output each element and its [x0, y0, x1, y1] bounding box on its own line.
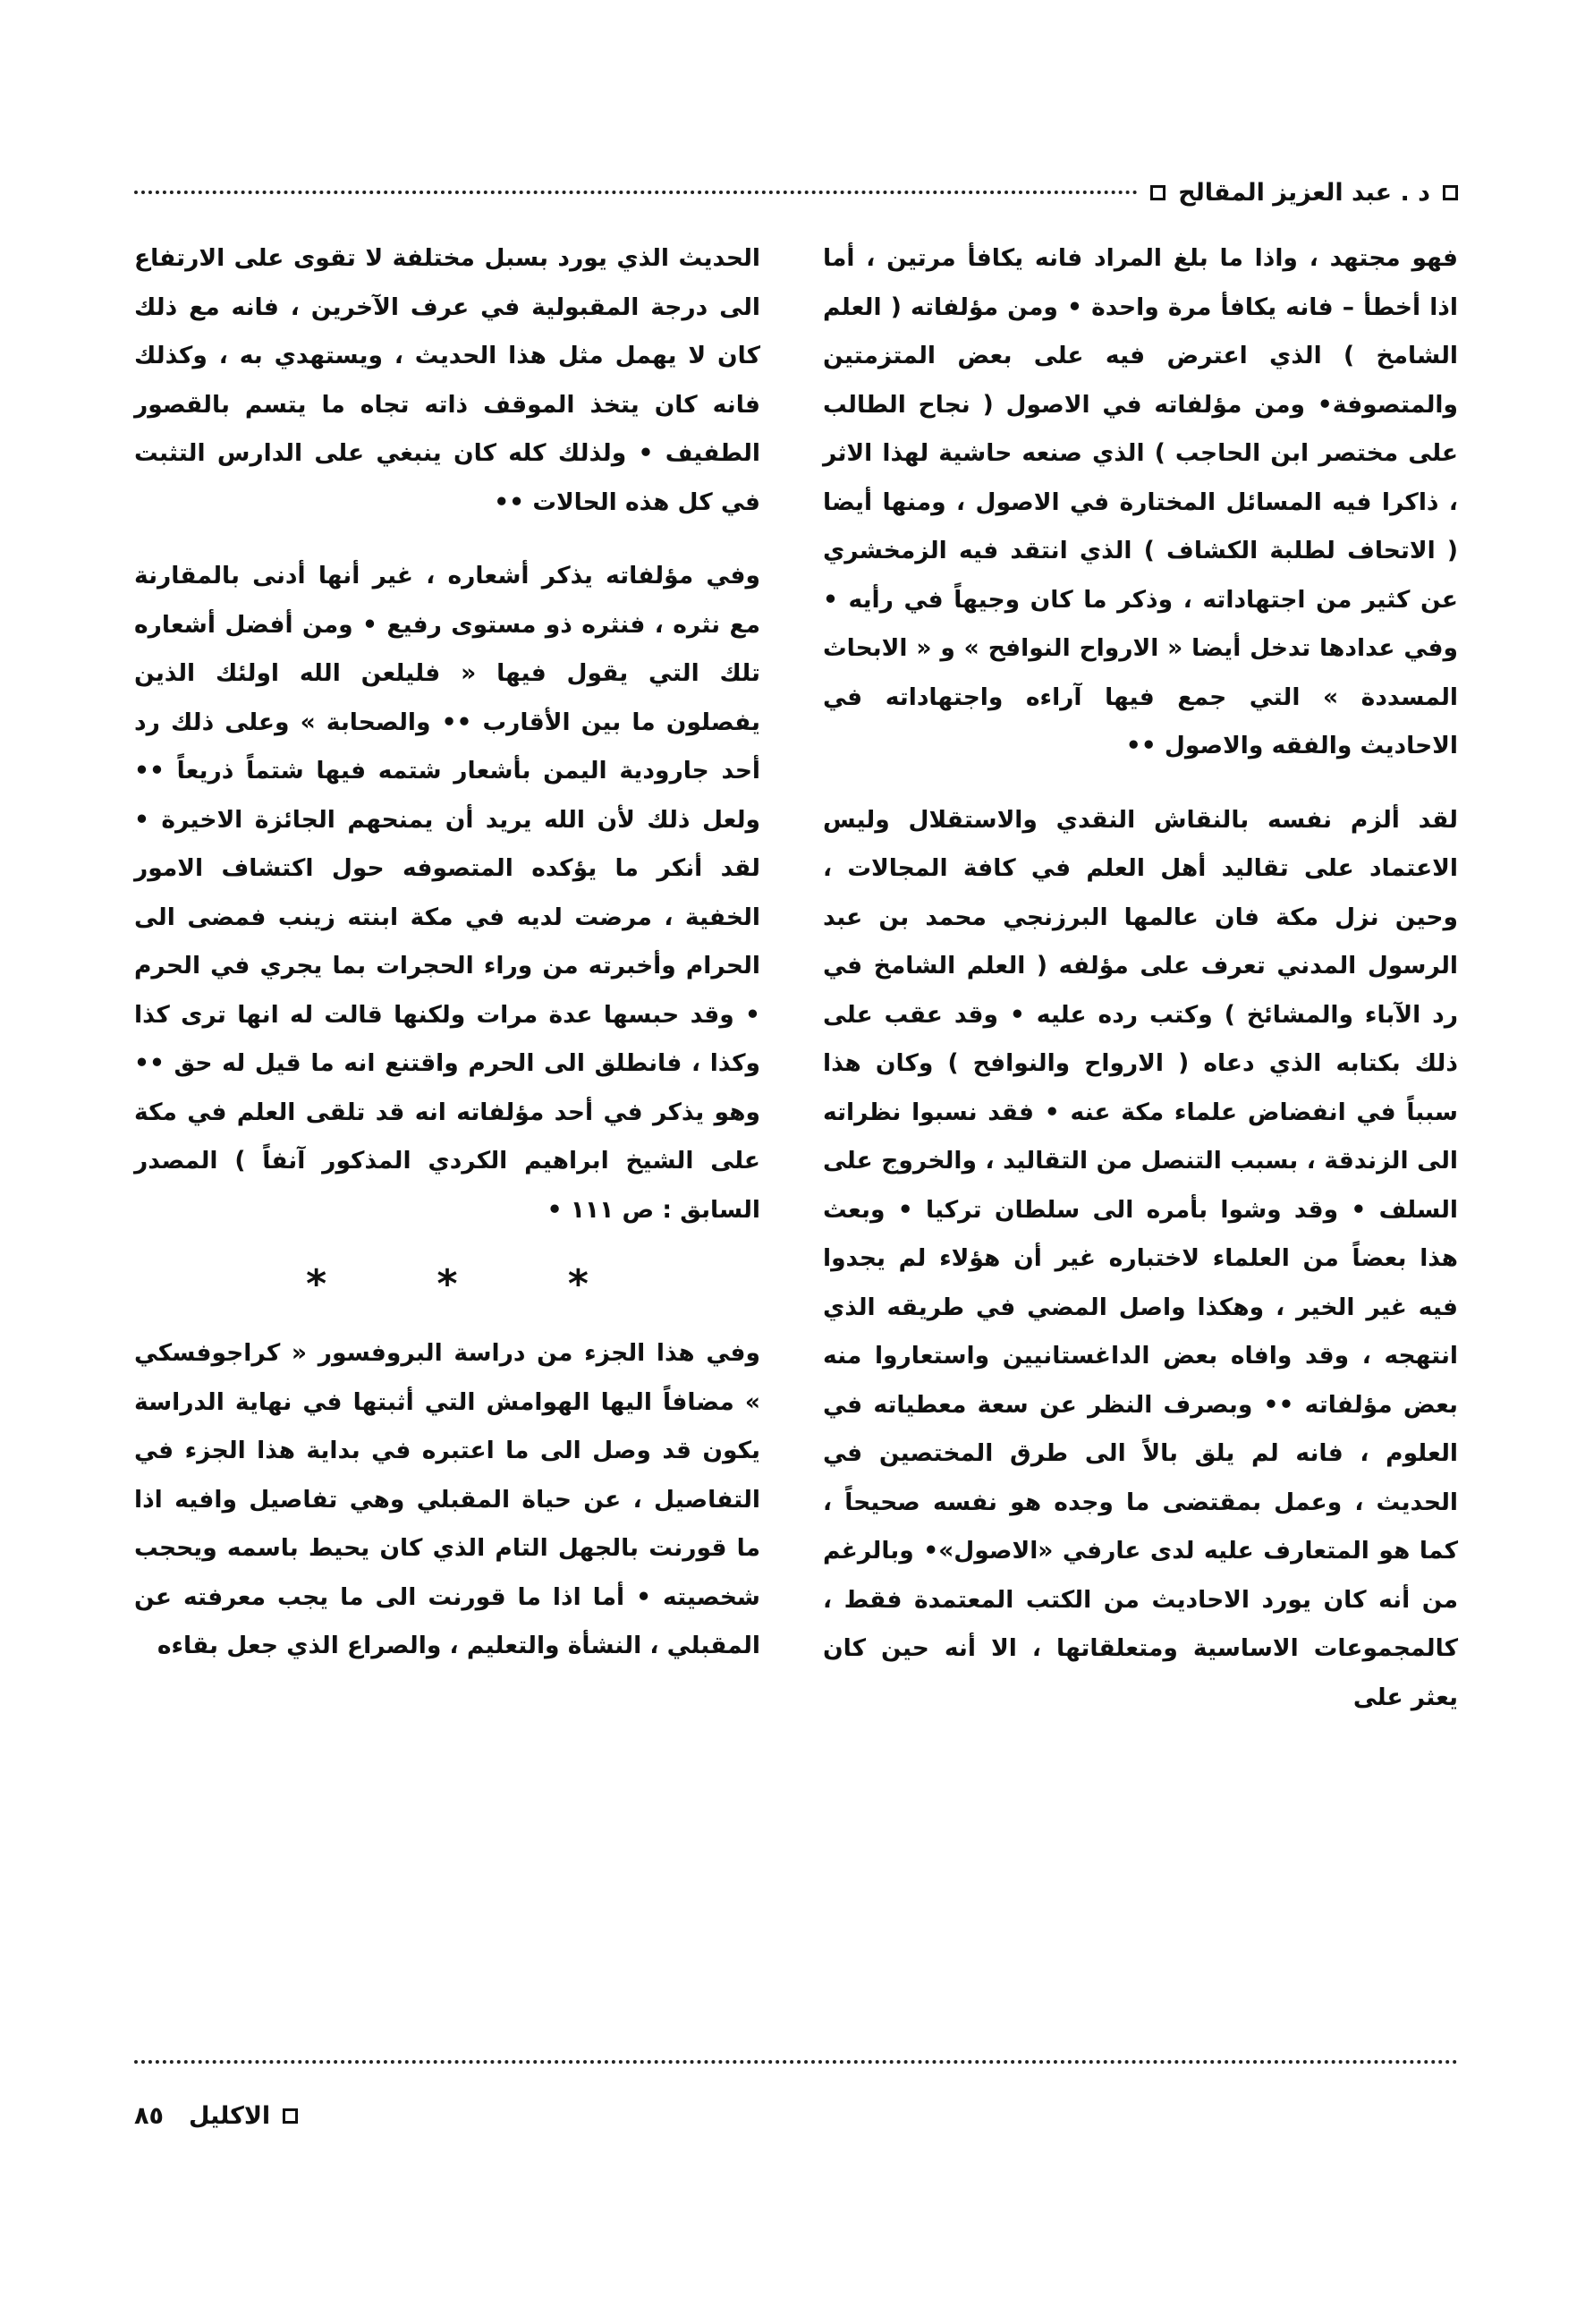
paragraph: الحديث الذي يورد بسبل مختلفة لا تقوى على الارتفاع الى درجة المقبولية في عرف الآخرين ، فانه مع ذلك كان لا يهمل مثل هذا الحديث ، ويستهدي به ، وكذلك فانه كان يتخذ الموقف ذاته تجاه ما يتسم بالقصور الطفيف • ولذلك كله كان ينبغي على الدارس التثبت في كل هذه الحالات •• [134, 244, 760, 516]
square-bullet-icon [1443, 185, 1458, 200]
journal-name: الاكليل [188, 2101, 271, 2130]
paragraph: وفي مؤلفاته يذكر أشعاره ، غير أنها أدنى بالمقارنة مع نثره ، فنثره ذو مستوى رفيع • ومن أفضل أشعاره تلك التي يقول فيها « فليلعن الله اولئك الذين يفصلون ما بين الأقارب •• والصحابة » وعلى ذلك رد أحد جارودية اليمن بأشعار شتمه فيها شتماً ذريعاً •• ولعل ذلك لأن الله يريد أن يمنحهم الجائزة الاخيرة • لقد أنكر ما يؤكده المتصوفه حول اكتشاف الامور الخفية ، مرضت لديه في مكة ابنته زينب فمضى الى الحرام وأخبرته من وراء الحجرات بما يجري في الحرم • وقد حبسها عدة مرات ولكنها قالت له انها ترى كذا وكذا ، فانطلق الى الحرم واقتنع انه ما قيل له حق •• وهو يذكر في أحد مؤلفاته انه قد تلقى العلم في مكة على الشيخ ابراهيم الكردي المذكور آنفاً ) المصدر السابق : ص ١١١ • [134, 562, 760, 1224]
square-bullet-icon [1150, 185, 1165, 200]
page-number: ٨٥ [134, 2101, 164, 2130]
square-bullet-icon [283, 2108, 298, 2124]
page-header [134, 170, 1458, 215]
header-author: د . عبد العزيز المقالح [1178, 178, 1430, 207]
left-column [134, 234, 760, 1671]
paragraph: وفي هذا الجزء من دراسة البروفسور « كراجوفسكي » مضافاً اليها الهوامش التي أثبتها في نهاية الدراسة يكون قد وصل الى ما اعتبره في بداية هذا الجزء في التفاصيل ، عن حياة المقبلي وهي تفاصيل وافيه اذا ما قورنت بالجهل التام الذي كان يحيط باسمه ويحجب شخصيته • أما اذا ما قورنت الى ما يجب معرفته عن المقبلي ، النشأة والتعليم ، والصراع الذي جعل بقاءه [134, 1339, 760, 1659]
right-column [823, 234, 1458, 1722]
header-dotted-rule [134, 191, 1138, 194]
paragraph: فهو مجتهد ، واذا ما بلغ المراد فانه يكافأ مرتين ، أما اذا أخطأ – فانه يكافأ مرة واحدة • ومن مؤلفاته ( العلم الشامخ ) الذي اعترض فيه على بعض المتزمتين والمتصوفة• ومن مؤلفاته في الاصول ( نجاح الطالب على مختصر ابن الحاجب ) الذي صنعه حاشية لهذا الاثر ، ذاكرا فيه المسائل المختارة في الاصول ، ومنها أيضا ( الاتحاف لطلبة الكشاف ) الذي انتقد فيه الزمخشري عن كثير من اجتهاداته ، وذكر ما كان وجيهاً في رأيه • وفي عدادها تدخل أيضا « الارواح النوافح » و « الابحاث المسددة » التي جمع فيها آراءه واجتهاداته في الاحاديث والفقه والاصول •• [823, 244, 1458, 759]
paragraph: لقد ألزم نفسه بالنقاش النقدي والاستقلال وليس الاعتماد على تقاليد أهل العلم في كافة المجالات ، وحين نزل مكة فان عالمها البرزنجي محمد بن عبد الرسول المدني تعرف على مؤلفه ( العلم الشامخ في رد الآباء والمشائخ ) وكتب رده عليه • وقد عقب على ذلك بكتابه الذي دعاه ( الارواح والنوافح ) وكان هذا سبباً في انفضاض علماء مكة عنه • فقد نسبوا نظراته الى الزندقة ، بسبب التنصل من التقاليد ، والخروج على السلف • وقد وشوا بأمره الى سلطان تركيا • وبعث هذا بعضاً من العلماء لاختباره غير أن هؤلاء لم يجدوا فيه غير الخير ، وهكذا واصل المضي في طريقه الذي انتهجه ، وقد وافاه بعض الداغستانيين واستعاروا منه بعض مؤلفاته •• وبصرف النظر عن سعة معطياته في العلوم ، فانه لم يلق بالاً الى طرق المختصين في الحديث ، وعمل بمقتضى ما وجده هو نفسه صحيحاً ، كما هو المتعارف عليه لدى عارفي «الاصول»• وبالرغم من أنه كان يورد الاحاديث من الكتب المعتمدة فقط ، كالمجموعات الاساسية ومتعلقاتها ، الا أنه حين كان يعثر على [823, 805, 1458, 1711]
page-footer [134, 2093, 1458, 2138]
footer-dotted-rule [134, 2060, 1458, 2064]
section-separator: * * * [306, 1261, 637, 1307]
